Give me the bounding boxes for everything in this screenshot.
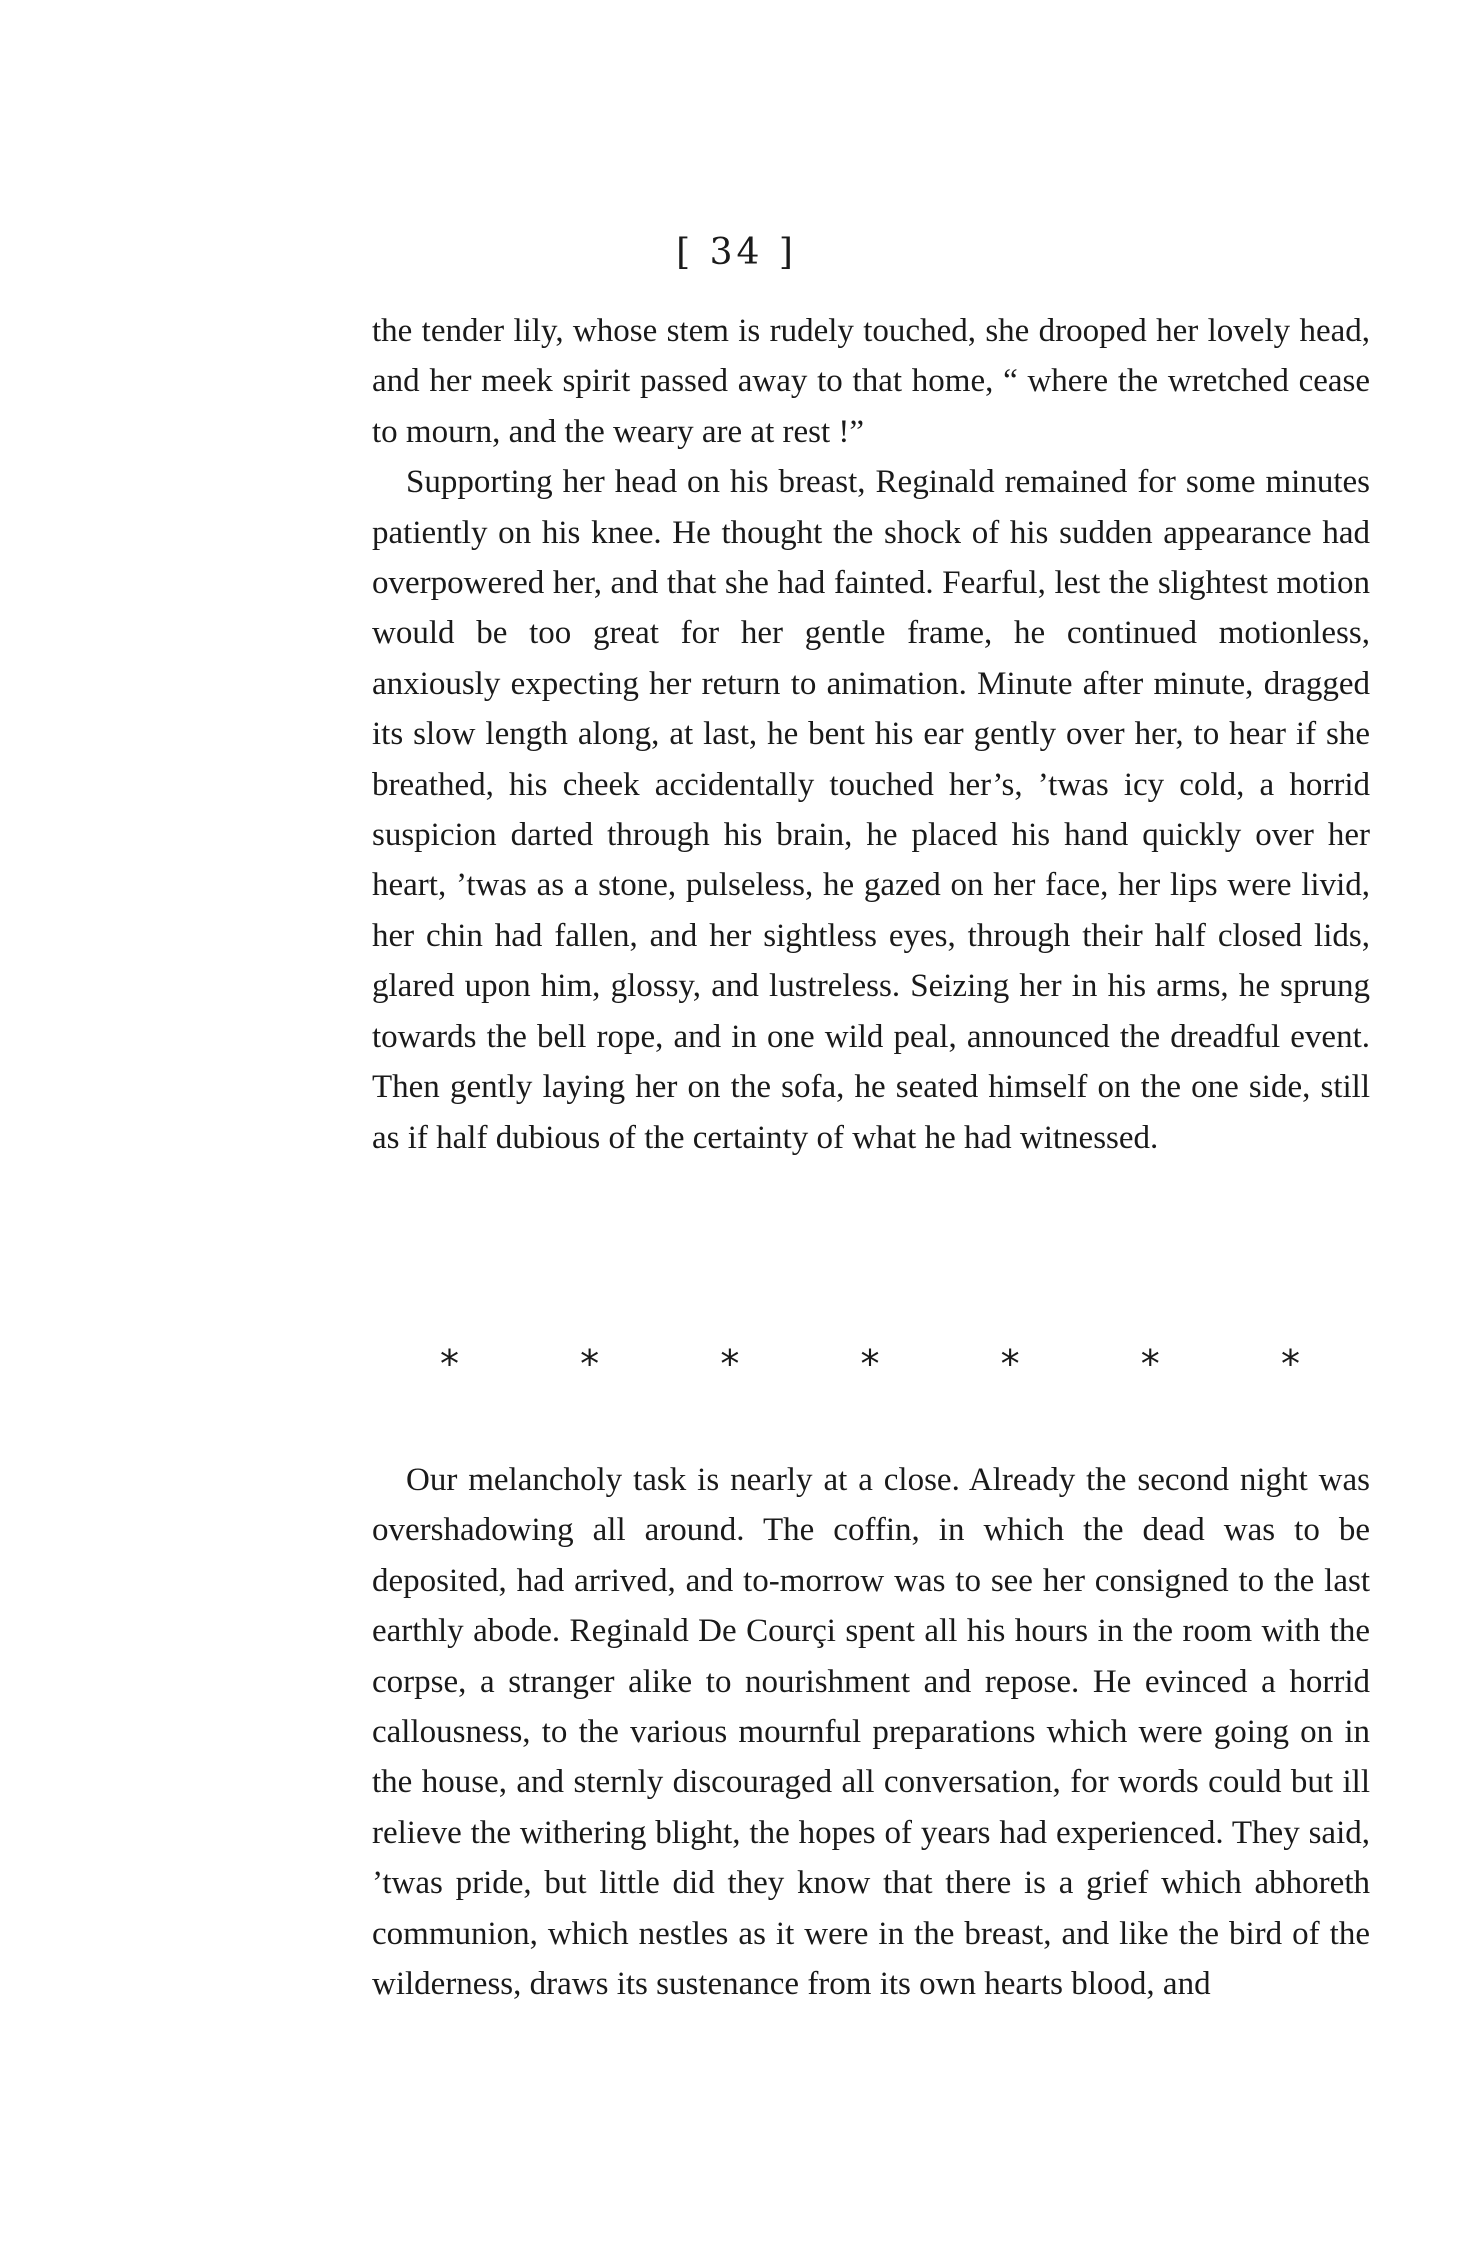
asterisk: * xyxy=(1280,1342,1300,1386)
asterisk: * xyxy=(720,1342,740,1386)
asterisk: * xyxy=(860,1342,880,1386)
page-number: [ 34 ] xyxy=(676,232,797,273)
paragraph-reginald-supporting: Supporting her head on his breast, Reginald remained for some minutes patiently on his knee. He thought the shock of his sudden appearance had overpowered her, and that she had fainted. Fearful, lest the slightest motion would be too great for her gentle frame, he continued motionless, anxiously expecting her return to animation. Minute after minute, dragged its slow length along, at last, he bent his ear gently over her, to hear if she breathed, his cheek accidentally touched her’s, ’twas icy cold, a horrid suspicion darted through his brain, he placed his hand quickly over her heart, ’twas as a stone, pulseless, he gazed on her face, her lips were livid, her chin had fallen, and her sightless eyes, through their half closed lids, glared upon him, glossy, and lustreless. Seizing her in his arms, he sprung towards the bell rope, and in one wild peal, announced the dreadful event. Then gently laying her on the sofa, he seated himself on the one side, still as if half dubious of the certainty of what he had witnessed. xyxy=(372,464,1370,1156)
asterisk: * xyxy=(1140,1342,1160,1386)
asterisk: * xyxy=(1000,1342,1020,1386)
section-two xyxy=(372,1455,1370,2009)
asterisk: * xyxy=(440,1342,459,1386)
section-separator xyxy=(440,1342,1300,1386)
asterisk: * xyxy=(580,1342,600,1386)
paragraph-continuation: the tender lily, whose stem is rudely touched, she drooped her lovely head, and her meek spirit passed away to that home, “ where the wretched cease to mourn, and the weary are at rest !” xyxy=(372,313,1370,450)
paragraph-melancholy-task: Our melancholy task is nearly at a close. Already the second night was overshadowing all around. The coffin, in which the dead was to be deposited, had arrived, and to-morrow was to see her consigned to the last earthly abode. Reginald De Courçi spent all his hours in the room with the corpse, a stranger alike to nourishment and repose. He evinced a horrid callousness, to the various mournful preparations which were going on in the house, and sternly discouraged all conversation, for words could but ill relieve the withering blight, the hopes of years had experienced. They said, ’twas pride, but little did they know that there is a grief which abhoreth communion, which nestles as it were in the breast, and like the bird of the wilderness, draws its sustenance from its own hearts blood, and xyxy=(372,1462,1370,2003)
section-one xyxy=(372,306,1370,1163)
